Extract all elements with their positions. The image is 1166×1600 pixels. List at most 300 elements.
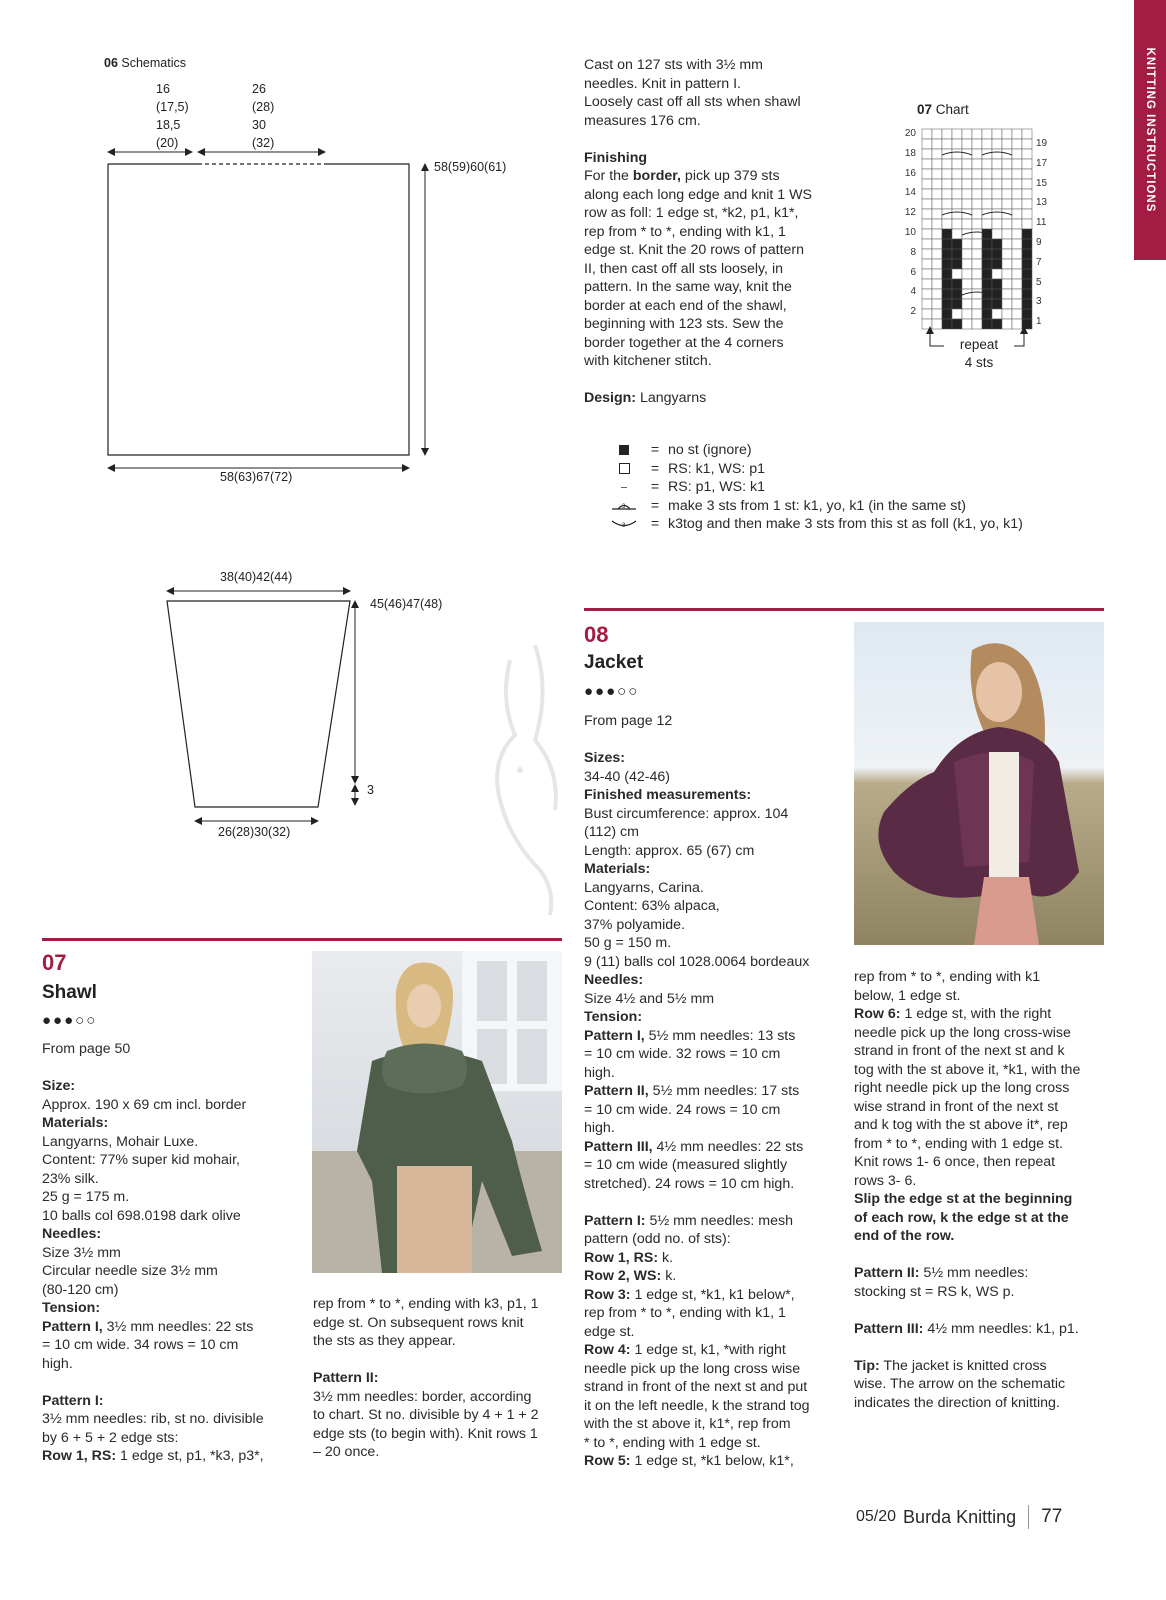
chart-cell — [1022, 149, 1032, 159]
chart-cell — [922, 169, 932, 179]
chart-cell — [942, 219, 952, 229]
chart-cell — [1022, 249, 1032, 259]
text-line: Pattern II: — [313, 1370, 379, 1386]
chart-cell — [952, 249, 962, 259]
chart-cell — [992, 179, 1002, 189]
jacket-number: 08 — [584, 622, 609, 647]
text-line: wise strand in front of the next st — [854, 1098, 1059, 1115]
text-line: (112) cm — [584, 824, 639, 840]
chart-cell — [1022, 279, 1032, 289]
chart-cell — [992, 139, 1002, 149]
chart-cell — [1012, 139, 1022, 149]
text-line: Langyarns, Carina. — [584, 879, 704, 896]
text-line: 25 g = 175 m. — [42, 1189, 130, 1205]
knitting-chart-grid — [920, 128, 1034, 330]
chart-cell — [952, 129, 962, 139]
chart-cell — [1002, 179, 1012, 189]
chart-cell — [1022, 239, 1032, 249]
text-line: of each row, k the edge st at the — [854, 1209, 1069, 1226]
jacket-from-page: From page 12 — [584, 713, 673, 729]
chart-cell — [972, 169, 982, 179]
chart-cell — [942, 129, 952, 139]
shawl-section-rule — [42, 938, 562, 941]
text-line: 3½ mm needles: rib, st no. divisible — [42, 1411, 264, 1427]
chart-cell — [932, 289, 942, 299]
text-line: Row 2, WS: k. — [584, 1268, 677, 1284]
legend-item: 3 = k3tog and then make 3 sts from this st as foll (k1, yo, k1) — [606, 515, 1023, 534]
chart-cell — [972, 249, 982, 259]
chart-cell — [972, 159, 982, 169]
chart-cell — [922, 299, 932, 309]
text-line: high. — [584, 1120, 615, 1136]
text-line: Tip: The jacket is knitted cross — [854, 1357, 1047, 1374]
text-line: Pattern II: 5½ mm needles: — [854, 1265, 1029, 1281]
chart-cell — [962, 189, 972, 199]
chart-cell — [982, 159, 992, 169]
chart-cell — [932, 219, 942, 229]
chart-cell — [932, 209, 942, 219]
text-line: Size 4½ and 5½ mm — [584, 990, 715, 1007]
chart-cell — [1022, 219, 1032, 229]
chart-cell — [992, 129, 1002, 139]
chart-cell — [922, 179, 932, 189]
chart-cell — [972, 269, 982, 279]
text-line: Row 5: 1 edge st, *k1 below, k1*, — [584, 1453, 794, 1469]
text-line: Row 3: 1 edge st, *k1, k1 below*, — [584, 1286, 795, 1303]
chart-cell — [932, 169, 942, 179]
chart-cell — [992, 259, 1002, 269]
chart-cell — [972, 139, 982, 149]
dash-icon — [621, 487, 627, 488]
schematics-title: 06 Schematics — [104, 56, 186, 70]
text-line: needle pick up the long cross-wise — [854, 1024, 1071, 1041]
chart-cell — [992, 279, 1002, 289]
chart-cell — [952, 159, 962, 169]
chart-cell — [1002, 279, 1012, 289]
text-line: by 6 + 5 + 2 edge sts: — [42, 1429, 179, 1446]
chart-cell — [942, 159, 952, 169]
body-width-label: 58(63)67(72) — [220, 470, 293, 484]
text-line: stretched). 24 rows = 10 cm high. — [584, 1175, 795, 1192]
text-line: needle pick up the long cross wise — [584, 1360, 801, 1377]
text-line: Pattern I, 3½ mm needles: 22 sts — [42, 1318, 254, 1335]
chart-cell — [962, 139, 972, 149]
chart-cell — [1012, 159, 1022, 169]
shawl-column-1 — [42, 1077, 302, 1466]
body-height-label: 58(59)60(61) — [434, 160, 507, 174]
text-line: high. — [42, 1355, 73, 1372]
chart-cell — [972, 279, 982, 289]
text-line: rep from * to *, ending with k1, 1 — [584, 1305, 786, 1321]
chart-cell — [972, 149, 982, 159]
text-line: Materials: — [584, 861, 651, 877]
sleeve-height-label: 45(46)47(48) — [370, 597, 443, 611]
chart-cell — [932, 129, 942, 139]
text-line: Pattern I, 5½ mm needles: 13 sts — [584, 1027, 796, 1044]
chart-cell — [1012, 279, 1022, 289]
chart-cell — [992, 169, 1002, 179]
text-line: Approx. 190 x 69 cm incl. border — [42, 1096, 247, 1113]
text-line: rows 3- 6. — [854, 1172, 917, 1189]
chart-cell — [932, 189, 942, 199]
section-tab-label: KNITTING INSTRUCTIONS — [1144, 47, 1156, 213]
chart-cell — [1002, 169, 1012, 179]
chart-cell — [942, 269, 952, 279]
chart-cell — [952, 239, 962, 249]
chart-cell — [932, 309, 942, 319]
chart-cell — [982, 129, 992, 139]
chart-cell — [982, 299, 992, 309]
chart-cell — [972, 129, 982, 139]
chart-cell — [962, 249, 972, 259]
chart-cell — [1012, 179, 1022, 189]
chart-cell — [1002, 219, 1012, 229]
shawl-instructions-continued: Cast on 127 sts with 3½ mm needles. Knit in pattern I. Loosely cast off all sts when shawl measures 176 cm. Finishing For the border, pick up 379 sts along each long edge and knit 1 WS row as foll: 1 edge st, *k2, p1, k1*, rep from * to *, ending with k1, 1 edge st. Knit the 20 rows of pattern II, then cast off all sts loosely, in pattern. In the same way, knit the border at each end of the shawl, beginning with 123 sts. Sew the border together at the 4 corners with kitchener stitch. Design: Langyarns — [584, 56, 844, 408]
chart-cell — [942, 259, 952, 269]
text-line: strand in front of the next st and k — [854, 1043, 1065, 1059]
chart-cell — [1002, 189, 1012, 199]
schematic-measure-col1: 16 (17,5) 18,5 (20) — [156, 82, 189, 150]
footer-divider — [1028, 1505, 1029, 1529]
shawl-title: Shawl — [42, 982, 97, 1003]
chart-cell — [1012, 149, 1022, 159]
chart-cell — [962, 259, 972, 269]
chart-cell — [972, 209, 982, 219]
chart-cell — [952, 199, 962, 209]
design-credit: Design: Langyarns — [584, 390, 707, 406]
sleeve-top-label: 38(40)42(44) — [220, 570, 293, 584]
chart-cell — [952, 149, 962, 159]
chart-cell — [962, 239, 972, 249]
chart-cell — [992, 209, 1002, 219]
text-line: rep from * to *, ending with k1 — [854, 969, 1041, 985]
chart-cell — [982, 309, 992, 319]
finishing-heading: Finishing — [584, 149, 648, 166]
chart-cell — [922, 289, 932, 299]
chart-cell — [942, 239, 952, 249]
text-line: Size: — [42, 1078, 76, 1094]
chart-cell — [952, 259, 962, 269]
chart-cell — [922, 239, 932, 249]
shawl-from-page: From page 50 — [42, 1041, 131, 1057]
chart-cell — [922, 149, 932, 159]
chart-cell — [932, 149, 942, 159]
chart-cell — [1022, 139, 1032, 149]
chart-cell — [922, 199, 932, 209]
text-line: Pattern I: 5½ mm needles: mesh — [584, 1212, 793, 1229]
chart-cell — [952, 139, 962, 149]
chart-cell — [1022, 169, 1032, 179]
chart-cell — [972, 189, 982, 199]
jacket-title: Jacket — [584, 652, 644, 673]
chart-cell — [952, 189, 962, 199]
chart-cell — [992, 219, 1002, 229]
chart-cell — [972, 219, 982, 229]
chart-cell — [952, 169, 962, 179]
text-line: 50 g = 150 m. — [584, 935, 672, 951]
chart-cell — [1002, 299, 1012, 309]
text-line: – 20 once. — [313, 1444, 380, 1460]
text-line: Bust circumference: approx. 104 — [584, 805, 789, 822]
text-line: rep from * to *, ending with k3, p1, 1 — [313, 1296, 539, 1312]
chart-cell — [1022, 129, 1032, 139]
chart-cell — [982, 239, 992, 249]
chart-cell — [972, 259, 982, 269]
text-line: = 10 cm wide. 24 rows = 10 cm — [584, 1101, 781, 1118]
chart-cell — [922, 219, 932, 229]
chart-cell — [1022, 189, 1032, 199]
chart-cell — [982, 269, 992, 279]
chart-cell — [982, 279, 992, 289]
chart-cell — [932, 269, 942, 279]
chart-cell — [952, 209, 962, 219]
text-line: edge st. — [584, 1323, 635, 1340]
chart-cell — [932, 179, 942, 189]
sleeve-bottom-label: 26(28)30(32) — [218, 825, 291, 839]
text-line: 23% silk. — [42, 1170, 99, 1187]
section-tab — [1134, 0, 1166, 260]
text-line: Row 4: 1 edge st, k1, *with right — [584, 1342, 786, 1358]
chart-cell — [1012, 289, 1022, 299]
text-line: Finished measurements: — [584, 787, 752, 803]
chart-cell — [952, 299, 962, 309]
chart-cell — [1012, 209, 1022, 219]
chart-cell — [932, 229, 942, 239]
chart-cell — [962, 219, 972, 229]
chart-cell — [1012, 219, 1022, 229]
page-number: 77 — [1041, 1506, 1063, 1527]
text-line: right needle pick up the long cross — [854, 1080, 1070, 1096]
text-line: Pattern III: 4½ mm needles: k1, p1. — [854, 1320, 1079, 1337]
text-line: Needles: — [42, 1226, 102, 1242]
chart-cell — [972, 299, 982, 309]
repeat-label: repeat 4 sts — [944, 336, 1014, 372]
chart-cell — [962, 299, 972, 309]
legend-item: 3 = make 3 sts from 1 st: k1, yo, k1 (in the same st) — [606, 497, 1023, 516]
chart-cell — [932, 199, 942, 209]
sleeve-cuff-label: 3 — [367, 783, 374, 797]
svg-text:3: 3 — [622, 523, 626, 530]
chart-cell — [972, 199, 982, 209]
chart-left-row-numbers: 20 18 16 14 12 10 8 6 4 2 — [904, 128, 916, 318]
chart-cell — [1002, 289, 1012, 299]
chart-title: 07 Chart — [917, 102, 969, 117]
text-line: wise. The arrow on the schematic — [854, 1376, 1066, 1392]
chart-cell — [1002, 199, 1012, 209]
text-line: Content: 63% alpaca, — [584, 898, 720, 914]
chart-cell — [1022, 159, 1032, 169]
chart-cell — [922, 229, 932, 239]
chart-cell — [1012, 299, 1022, 309]
chart-cell — [932, 239, 942, 249]
text-line: edge sts (to begin with). Knit rows 1 — [313, 1425, 538, 1442]
chart-cell — [972, 289, 982, 299]
chart-cell — [962, 309, 972, 319]
chart-cell — [1012, 249, 1022, 259]
chart-cell — [1012, 189, 1022, 199]
chart-legend — [606, 441, 1023, 534]
text-line: (80-120 cm) — [42, 1281, 119, 1298]
text-line: = 10 cm wide. 34 rows = 10 cm — [42, 1337, 239, 1353]
jacket-column-2 — [854, 968, 1116, 1412]
chart-cell — [1022, 289, 1032, 299]
chart-cell — [942, 229, 952, 239]
text-line: to chart. St no. divisible by 4 + 1 + 2 — [313, 1407, 539, 1423]
text-line: Size 3½ mm — [42, 1244, 121, 1261]
page-footer — [856, 1505, 1062, 1529]
legend-item: = no st (ignore) — [606, 441, 1023, 460]
chart-cell — [972, 179, 982, 189]
chart-cell — [932, 249, 942, 259]
text-line: end of the row. — [854, 1228, 955, 1244]
chart-cell — [982, 249, 992, 259]
text-line: = 10 cm wide (measured slightly — [584, 1157, 788, 1173]
chart-cell — [932, 279, 942, 289]
chart-cell — [1002, 249, 1012, 259]
chart-cell — [982, 139, 992, 149]
chart-cell — [1002, 229, 1012, 239]
shawl-number: 07 — [42, 950, 67, 975]
chart-cell — [962, 159, 972, 169]
chart-cell — [992, 239, 1002, 249]
chart-cell — [922, 189, 932, 199]
chart-cell — [982, 219, 992, 229]
chart-cell — [1002, 139, 1012, 149]
chart-cell — [1012, 229, 1022, 239]
chart-cell — [932, 139, 942, 149]
chart-cell — [942, 249, 952, 259]
chart-cell — [922, 129, 932, 139]
chart-cell — [1002, 239, 1012, 249]
text-line: high. — [584, 1064, 615, 1081]
chart-cell — [982, 259, 992, 269]
magazine-name: Burda Knitting — [903, 1506, 1017, 1527]
sleeve-schematic — [150, 585, 380, 835]
text-line: 9 (11) balls col 1028.0064 bordeaux — [584, 953, 810, 970]
chart-cell — [972, 239, 982, 249]
chart-cell — [922, 309, 932, 319]
shawl-photo — [312, 951, 562, 1273]
text-line: Langyarns, Mohair Luxe. — [42, 1133, 199, 1150]
chart-cell — [942, 169, 952, 179]
chart-cell — [942, 179, 952, 189]
chart-cell — [1022, 179, 1032, 189]
chart-cell — [992, 289, 1002, 299]
body-schematic — [100, 140, 540, 500]
text-line: from * to *, ending with 1 edge st. — [854, 1135, 1063, 1152]
shawl-difficulty: ●●●○○ — [42, 1012, 98, 1029]
chart-cell — [962, 269, 972, 279]
chart-cell — [922, 139, 932, 149]
jacket-difficulty: ●●●○○ — [584, 683, 640, 700]
text-line: and k tog with the st above it*, rep — [854, 1117, 1068, 1133]
chart-cell — [942, 139, 952, 149]
chart-cell — [942, 199, 952, 209]
chart-cell — [962, 279, 972, 289]
text-line: Tension: — [584, 1009, 643, 1025]
chart-cell — [992, 149, 1002, 159]
jacket-photo — [854, 622, 1104, 945]
chart-cell — [922, 159, 932, 169]
chart-cell — [922, 279, 932, 289]
chart-cell — [942, 279, 952, 289]
chart-cell — [962, 129, 972, 139]
text-line: Pattern III, 4½ mm needles: 22 sts — [584, 1138, 804, 1155]
svg-text:3: 3 — [622, 503, 626, 510]
chart-cell — [962, 179, 972, 189]
text-line: Pattern II, 5½ mm needles: 17 sts — [584, 1083, 800, 1099]
text-line: Length: approx. 65 (67) cm — [584, 842, 755, 859]
rabbit-logo-watermark — [480, 640, 570, 920]
text-line: = 10 cm wide. 32 rows = 10 cm — [584, 1046, 781, 1062]
chart-cell — [952, 219, 962, 229]
chart-cell — [972, 309, 982, 319]
chart-cell — [992, 229, 1002, 239]
chart-cell — [992, 159, 1002, 169]
text-line: Circular needle size 3½ mm — [42, 1263, 218, 1279]
chart-cell — [1012, 239, 1022, 249]
text-line: below, 1 edge st. — [854, 987, 961, 1004]
chart-cell — [1022, 299, 1032, 309]
chart-cell — [1002, 309, 1012, 319]
chart-cell — [1022, 259, 1032, 269]
legend-item: = RS: p1, WS: k1 — [606, 478, 1023, 497]
chart-cell — [962, 199, 972, 209]
text-line: Pattern I: — [42, 1392, 104, 1409]
chart-right-row-numbers: 19 17 15 13 11 9 7 5 3 1 — [1036, 138, 1048, 328]
text-line: the sts as they appear. — [313, 1333, 456, 1349]
text-line: Row 1, RS: 1 edge st, p1, *k3, p3*, — [42, 1448, 264, 1464]
text-line: Needles: — [584, 972, 644, 988]
chart-cell — [1012, 259, 1022, 269]
chart-cell — [1012, 269, 1022, 279]
chart-cell — [982, 169, 992, 179]
chart-cell — [952, 289, 962, 299]
chart-cell — [1002, 259, 1012, 269]
chart-cell — [922, 209, 932, 219]
text-line: stocking st = RS k, WS p. — [854, 1283, 1015, 1300]
chart-cell — [992, 189, 1002, 199]
chart-cell — [932, 299, 942, 309]
issue-number: 05/20 — [856, 1508, 897, 1525]
text-line: Content: 77% super kid mohair, — [42, 1152, 240, 1168]
text-line: 34-40 (42-46) — [584, 768, 670, 785]
chart-cell — [1002, 159, 1012, 169]
text-line: it on the left needle, k the strand tog — [584, 1397, 810, 1414]
text-line: indicates the direction of knitting. — [854, 1394, 1060, 1411]
chart-cell — [952, 269, 962, 279]
chart-cell — [922, 249, 932, 259]
chart-cell — [1012, 199, 1022, 209]
text-line: Row 6: 1 edge st, with the right — [854, 1006, 1052, 1022]
chart-cell — [942, 309, 952, 319]
text-line: 10 balls col 698.0198 dark olive — [42, 1207, 241, 1224]
text-line: pattern (odd no. of sts): — [584, 1231, 731, 1247]
chart-cell — [992, 269, 1002, 279]
text-line: tog with the st above it, *k1, with the — [854, 1061, 1081, 1078]
make3-arc-icon — [610, 500, 638, 512]
jacket-column-1 — [584, 749, 846, 1471]
text-line: 3½ mm needles: border, according — [313, 1388, 532, 1405]
chart-cell — [982, 199, 992, 209]
chart-cell — [972, 229, 982, 239]
text-line: edge st. On subsequent rows knit — [313, 1314, 524, 1331]
chart-cell — [1022, 199, 1032, 209]
text-line: Row 1, RS: k. — [584, 1249, 674, 1266]
chart-cell — [1022, 309, 1032, 319]
chart-cell — [1012, 309, 1022, 319]
chart-cell — [952, 309, 962, 319]
